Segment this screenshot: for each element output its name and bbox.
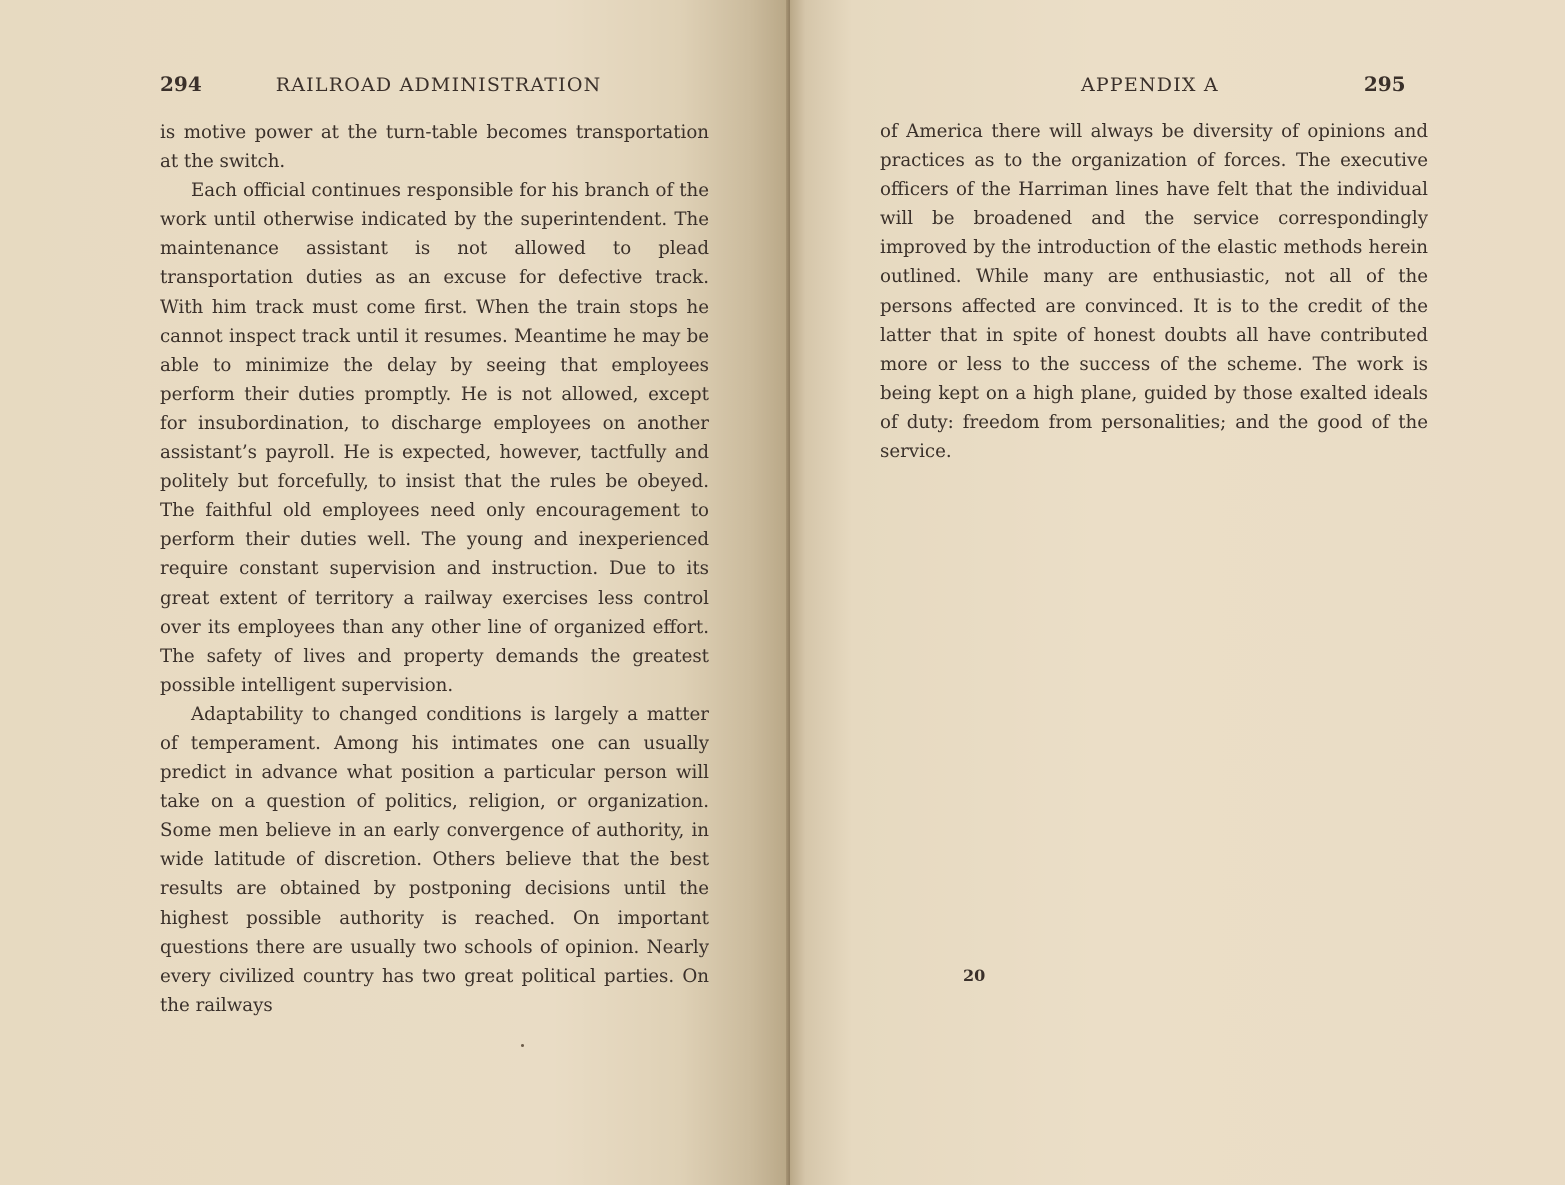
paragraph: of America there will always be diversity of opinions and practices as to the organization of forces. The executive officers of the Harriman lines have felt that the individual will be broadened and the service correspondingly improved by the introduction of the elastic methods herein outlined. While many are enthusiastic, not all of the persons affected are convinced. It is to the credit of the latter that in spite of honest doubts all have contributed more or less to the success of the scheme. The work is being kept on a high plane, guided by those exalted ideals of duty: freedom from personalities; and the good of the service. (880, 121, 1428, 463)
right-page-number: 295 (1363, 72, 1406, 96)
paper-speck (521, 1044, 524, 1047)
paragraph: Adaptability to changed conditions is largely a matter of temperament. Among his intimates one can usually predict in advance what position a particular person will take on a question of politics, religion, or organization. Some men believe in an early convergence of authority, in wide latitude of discretion. Others believe that the best results are obtained by postponing decisions until the highest possible authority is reached. On important questions there are usually two schools of opinion. Nearly every civilized country has two great political parties. On the railways (160, 703, 709, 1016)
paragraph: Each official continues responsible for his branch of the work until otherwise indicated by the superintendent. The maintenance assistant is not allowed to plead transportation duties as an excuse for defective track. With him track must come first. When the train stops he cannot inspect track until it resumes. Meantime he may be able to minimize the delay by seeing that employees perform their duties promptly. He is not allowed, except for insubordination, to discharge employees on another assistant’s payroll. He is expected, however, tactfully and politely but forcefully, to insist that the rules be obeyed. The faithful old employees need only encouragement to perform their duties well. The young and inexperienced require constant supervision and instruction. Due to its great extent of territory a railway exercises less control over its employees than any other line of organized effort. The safety of lives and property demands the greatest possible intelligent supervision. (160, 180, 709, 696)
left-body-text (160, 118, 709, 1020)
signature-mark: 20 (963, 966, 986, 985)
right-body-text (880, 117, 1428, 466)
right-running-head-title: APPENDIX A (1081, 74, 1219, 96)
left-running-head-title: RAILROAD ADMINISTRATION (275, 74, 602, 96)
left-page-number: 294 (160, 72, 202, 96)
right-running-head (1081, 72, 1406, 96)
left-running-head (160, 72, 601, 96)
paragraph: is motive power at the turn-table becomes transportation at the switch. (160, 122, 709, 173)
